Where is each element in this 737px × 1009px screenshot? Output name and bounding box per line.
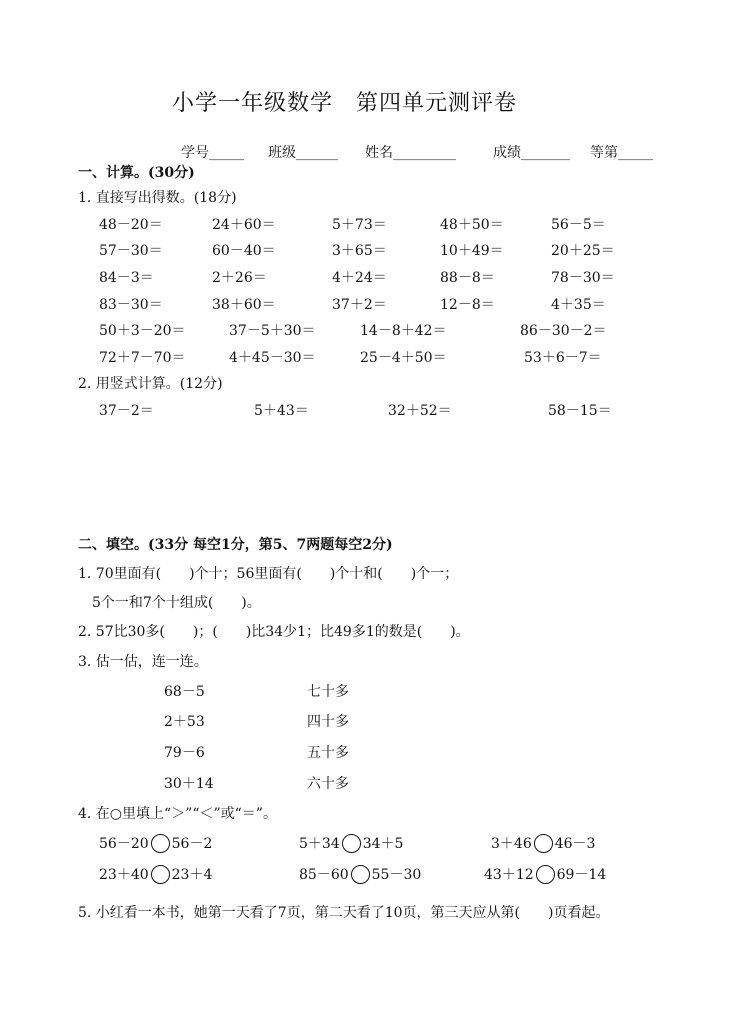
calc-item: 83－30＝ — [99, 297, 163, 313]
compare-left: 56－20 — [99, 836, 149, 852]
calc-item: 78－30＝ — [551, 270, 615, 286]
estimate-expression: 2＋53 — [164, 714, 205, 730]
calc-item: 4＋35＝ — [551, 297, 606, 313]
section1-heading: 一、计算。(30分) — [78, 165, 195, 181]
score-field: 成绩_______ — [493, 145, 570, 161]
compare-left: 23＋40 — [99, 867, 149, 883]
calc-item: 37＋2＝ — [332, 297, 387, 313]
student-number-field: 学号_____ — [181, 145, 244, 161]
compare-right: 55－30 — [371, 867, 422, 883]
compare-left: 43＋12 — [484, 867, 534, 883]
estimate-answer: 七十多 — [307, 684, 349, 700]
estimate-expression: 68－5 — [164, 684, 205, 700]
estimate-expression: 30＋14 — [164, 776, 214, 792]
calc-item: 72＋7－70＝ — [99, 350, 186, 366]
fill-q5: 5. 小红看一本书，她第一天看了7页，第二天看了10页，第三天应从第( )页看起。 — [78, 905, 610, 921]
calc-item: 48＋50＝ — [440, 217, 504, 233]
vertical-calc-item: 5＋43＝ — [254, 403, 309, 419]
calc-item: 38＋60＝ — [212, 297, 276, 313]
estimate-answer: 四十多 — [307, 714, 349, 730]
fill-q2: 2. 57比30多( )；( )比34少1；比49多1的数是( )。 — [78, 624, 470, 640]
compare-left: 5＋34 — [299, 836, 340, 852]
section2-heading: 二、填空。(33分 每空1分，第5、7两题每空2分) — [78, 537, 393, 553]
calc-item: 84－3＝ — [99, 270, 154, 286]
estimate-answer: 六十多 — [307, 776, 349, 792]
calc-item: 50＋3－20＝ — [99, 323, 186, 339]
q2-title: 2. 用竖式计算。(12分) — [78, 376, 223, 392]
class-field: 班级______ — [268, 145, 338, 161]
compare-left: 3＋46 — [491, 836, 532, 852]
calc-item: 88－8＝ — [440, 270, 495, 286]
compare-right: 34＋5 — [362, 836, 404, 852]
calc-item: 37－5＋30＝ — [229, 323, 316, 339]
estimate-answer: 五十多 — [307, 745, 349, 761]
calc-item: 20＋25＝ — [551, 243, 615, 259]
compare-item — [99, 864, 212, 884]
calc-item: 5＋73＝ — [332, 217, 387, 233]
name-field: 姓名_________ — [365, 145, 456, 161]
vertical-calc-item: 37－2＝ — [99, 403, 154, 419]
calc-item: 86－30－2＝ — [520, 323, 607, 339]
compare-right: 56－2 — [171, 836, 213, 852]
calc-item: 4＋24＝ — [332, 270, 387, 286]
fill-q3-title: 3. 估一估，连一连。 — [78, 654, 208, 670]
compare-circle-blank[interactable] — [342, 834, 361, 853]
compare-item — [299, 833, 403, 853]
calc-item: 14－8＋42＝ — [360, 323, 447, 339]
calc-item: 12－8＝ — [440, 297, 495, 313]
calc-item: 10＋49＝ — [440, 243, 504, 259]
fill-q4-title: 4. 在○里填上“＞”“＜”或“＝”。 — [78, 806, 277, 822]
calc-item: 53＋6－7＝ — [524, 350, 602, 366]
compare-item — [299, 864, 421, 884]
compare-right: 46－3 — [554, 836, 596, 852]
compare-circle-blank[interactable] — [536, 865, 555, 884]
calc-item: 3＋65＝ — [332, 243, 387, 259]
grade-field: 等第_____ — [590, 145, 653, 161]
vertical-calc-item: 32＋52＝ — [388, 403, 452, 419]
calc-item: 4＋45－30＝ — [229, 350, 316, 366]
calc-item: 60－40＝ — [212, 243, 276, 259]
page-title: 小学一年级数学 第四单元测评卷 — [172, 91, 518, 116]
calc-item: 57－30＝ — [99, 243, 163, 259]
compare-item — [491, 833, 595, 853]
vertical-calc-item: 58－15＝ — [548, 403, 612, 419]
compare-item — [99, 833, 212, 853]
compare-circle-blank[interactable] — [151, 865, 170, 884]
calc-item: 48－20＝ — [99, 217, 163, 233]
compare-circle-blank[interactable] — [351, 865, 370, 884]
compare-circle-blank[interactable] — [151, 834, 170, 853]
calc-item: 56－5＝ — [551, 217, 606, 233]
compare-circle-blank[interactable] — [534, 834, 553, 853]
fill-q1-line2: 5个一和7个十组成( )。 — [92, 595, 261, 611]
estimate-expression: 79－6 — [164, 745, 205, 761]
compare-right: 69－14 — [556, 867, 607, 883]
calc-item: 24＋60＝ — [212, 217, 276, 233]
compare-item — [484, 864, 606, 884]
calc-item: 2＋26＝ — [212, 270, 267, 286]
fill-q1-line1: 1. 70里面有( )个十；56里面有( )个十和( )个一； — [78, 566, 459, 582]
compare-left: 85－60 — [299, 867, 349, 883]
compare-right: 23＋4 — [171, 867, 213, 883]
q1-title: 1. 直接写出得数。(18分) — [78, 190, 237, 206]
calc-item: 25－4＋50＝ — [360, 350, 447, 366]
